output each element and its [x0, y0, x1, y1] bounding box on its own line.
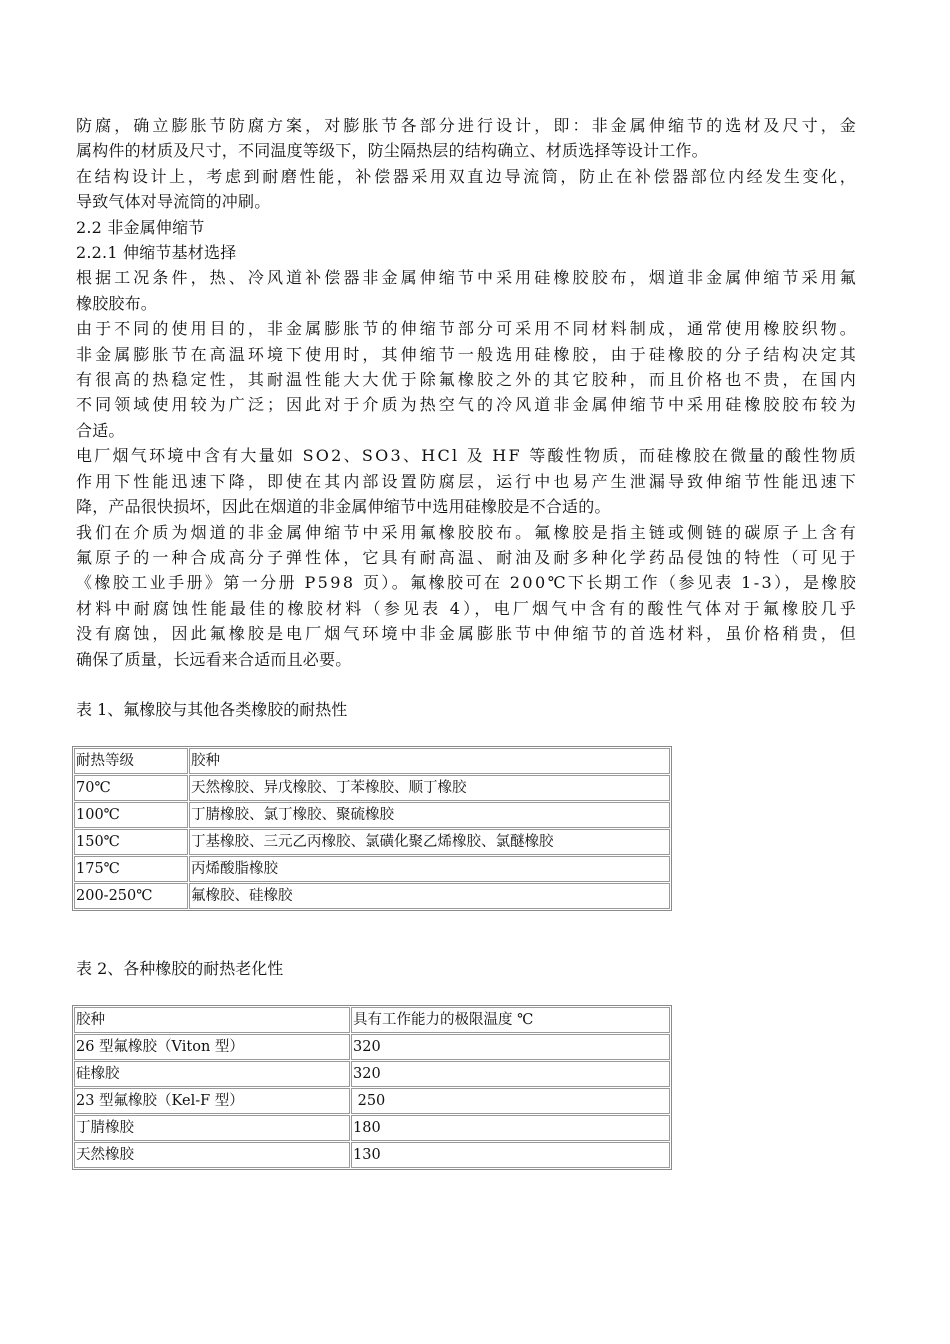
text-line: 不同领域使用较为广泛；因此对于介质为热空气的冷风道非金属伸缩节中采用硅橡胶胶布较为	[76, 395, 859, 415]
paragraph-conditions	[76, 265, 859, 316]
table-cell: 175℃	[74, 856, 188, 882]
table-row	[74, 1088, 670, 1114]
text-line: 防腐，确立膨胀节防腐方案，对膨胀节各部分进行设计，即：非金属伸缩节的选材及尺寸，金	[76, 116, 859, 135]
table-cell: 320	[351, 1061, 670, 1087]
table1-caption: 表 1、氟橡胶与其他各类橡胶的耐热性	[76, 699, 348, 719]
table-cell: 150℃	[74, 829, 188, 855]
table-cell: 70℃	[74, 775, 188, 801]
text-line: 在结构设计上，考虑到耐磨性能，补偿器采用双直边导流筒，防止在补偿器部位内经发生变化，	[76, 166, 859, 186]
table-cell: 320	[351, 1034, 670, 1060]
paragraph-flue-gas	[76, 443, 859, 519]
text-line: 属构件的材质及尺寸，不同温度等级下，防尘隔热层的结构确立、材质选择等设计工作。	[76, 141, 708, 161]
table-cell: 氟橡胶、硅橡胶	[189, 883, 670, 909]
table-cell: 250	[351, 1088, 670, 1114]
text-line: 降，产品很快损坏，因此在烟道的非金属伸缩节中选用硅橡胶是不合适的。	[76, 497, 611, 517]
paragraph-structure	[76, 164, 859, 215]
paragraph-silicone	[76, 316, 859, 443]
table-row	[74, 775, 670, 801]
text-line: 非金属膨胀节在高温环境下使用时，其伸缩节一般选用硅橡胶，由于硅橡胶的分子结构决定其	[76, 344, 859, 364]
table-row	[74, 1034, 670, 1060]
table-cell: 100℃	[74, 802, 188, 828]
table-cell: 硅橡胶	[74, 1061, 350, 1087]
table-row	[74, 829, 670, 855]
table2-caption: 表 2、各种橡胶的耐热老化性	[76, 958, 284, 978]
table-cell: 丁腈橡胶、氯丁橡胶、聚硫橡胶	[189, 802, 670, 828]
table-cell: 200-250℃	[74, 883, 188, 909]
table-header-cell: 具有工作能力的极限温度 ℃	[351, 1007, 670, 1033]
text-line: 确保了质量，长远看来合适而且必要。	[76, 649, 352, 669]
table-header-row	[74, 1007, 670, 1033]
table-cell: 26 型氟橡胶（Viton 型）	[74, 1034, 350, 1060]
body-text	[76, 113, 860, 672]
text-line: 有很高的热稳定性，其耐温性能大大优于除氟橡胶之外的其它胶种，而且价格也不贵，在国内	[76, 370, 859, 390]
table-row	[74, 1142, 670, 1168]
heat-aging-table	[72, 1005, 672, 1170]
text-line: 导致气体对导流筒的冲刷。	[76, 192, 271, 212]
table-header-cell: 胶种	[189, 748, 670, 774]
text-line: 没有腐蚀，因此氟橡胶是电厂烟气环境中非金属膨胀节中伸缩节的首选材料，虽价格稍贵，但	[76, 624, 859, 644]
text-line: 氟原子的一种合成高分子弹性体，它具有耐高温、耐油及耐多种化学药品侵蚀的特性（可见于	[76, 547, 859, 567]
text-line: 合适。	[76, 420, 125, 440]
heading-text: 2.2 非金属伸缩节	[76, 217, 205, 237]
table-cell: 23 型氟橡胶（Kel-F 型）	[74, 1088, 350, 1114]
text-line: 根据工况条件，热、冷风道补偿器非金属伸缩节中采用硅橡胶胶布，烟道非金属伸缩节采用氟	[76, 268, 859, 288]
table-header-cell: 胶种	[74, 1007, 350, 1033]
text-line: 我们在介质为烟道的非金属伸缩节中采用氟橡胶胶布。氟橡胶是指主链或侧链的碳原子上含有	[76, 522, 859, 542]
table-row	[74, 1115, 670, 1141]
table-row	[74, 856, 670, 882]
paragraph-scope	[76, 113, 859, 164]
table-row	[74, 883, 670, 909]
table-cell: 130	[351, 1142, 670, 1168]
heat-resistance-table	[72, 746, 672, 911]
text-line: 由于不同的使用目的，非金属膨胀节的伸缩节部分可采用不同材料制成，通常使用橡胶织物。	[76, 319, 859, 339]
document-page	[76, 113, 860, 1170]
text-line: 橡胶胶布。	[76, 293, 158, 313]
table-cell: 天然橡胶	[74, 1142, 350, 1168]
table-row	[74, 802, 670, 828]
text-line: 作用下性能迅速下降，即使在其内部设置防腐层，运行中也易产生泄漏导致伸缩节性能迅速下	[76, 471, 859, 491]
table-cell: 180	[351, 1115, 670, 1141]
table-cell: 天然橡胶、异戊橡胶、丁苯橡胶、顺丁橡胶	[189, 775, 670, 801]
table-cell: 丁腈橡胶	[74, 1115, 350, 1141]
table-header-row	[74, 748, 670, 774]
table-cell: 丙烯酸脂橡胶	[189, 856, 670, 882]
heading-text: 2.2.1 伸缩节基材选择	[76, 243, 237, 263]
section-heading-2-2	[76, 215, 856, 240]
text-line: 电厂烟气环境中含有大量如 SO2、SO3、HCl 及 HF 等酸性物质，而硅橡胶在微量的酸性物质	[76, 446, 859, 466]
text-line: 材料中耐腐蚀性能最佳的橡胶材料（参见表 4），电厂烟气中含有的酸性气体对于氟橡胶几乎	[76, 598, 860, 618]
table-cell: 丁基橡胶、三元乙丙橡胶、氯磺化聚乙烯橡胶、氯醚橡胶	[189, 829, 670, 855]
text-line: 《橡胶工业手册》第一分册 P598 页）。氟橡胶可在 200℃下长期工作（参见表 1-3），是橡胶	[76, 573, 859, 593]
paragraph-fluororubber	[76, 520, 860, 672]
table-row	[74, 1061, 670, 1087]
section-heading-2-2-1	[76, 240, 856, 265]
table-header-cell: 耐热等级	[74, 748, 188, 774]
